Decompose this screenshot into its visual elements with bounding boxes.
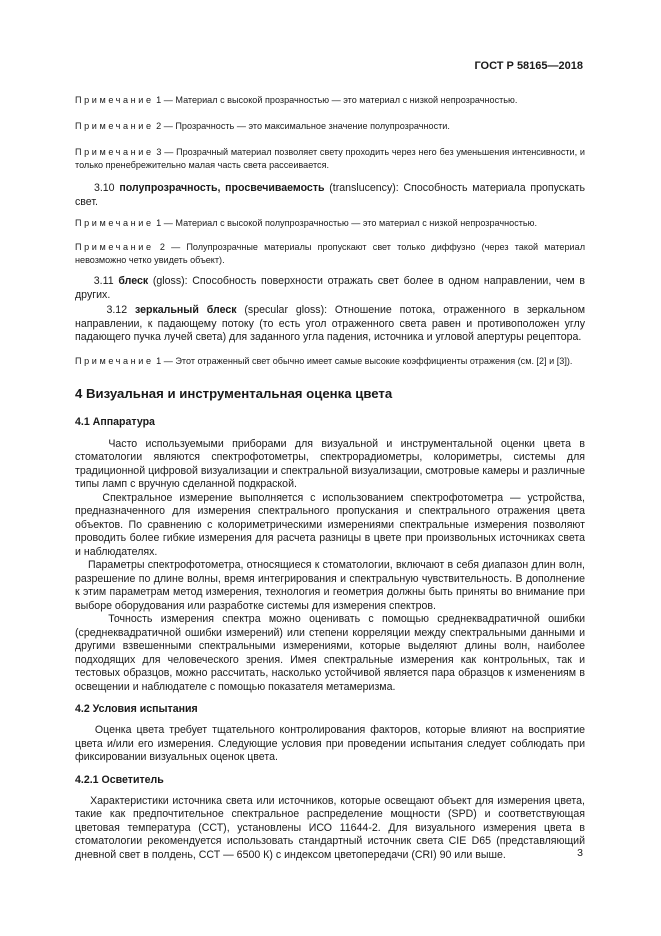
note-label: Примечание [75, 95, 154, 105]
note-label: Примечание [75, 242, 154, 252]
subsection-heading-4-2: 4.2 Условия испытания [75, 703, 198, 715]
subsection-heading-4-1: 4.1 Аппаратура [75, 415, 155, 428]
paragraph: Точность измерения спектра можно оценивать с помощью среднеквадратичной ошибки (среднеквадратичной ошибки измерений) или степени корреляции между спектральными данными и другими взвешенными спектральными измерениями, которые выделяют длины волн, наиболее подходящих для человеческого зрения. Имея спектральные измерения как контрольных, так и тестовых образцов, можно рассчитать, насколько устойчивой является пара образцов к изменениям в освещении и наблюдателе с помощью показателя метамеризма. [75, 613, 585, 693]
section-heading-4: 4 Визуальная и инструментальная оценка цвета [75, 385, 393, 401]
term-name: зеркальный блеск [134, 304, 237, 316]
note-2: Примечание 2 — Прозрачность — это максимальное значение полупрозрачности. [75, 121, 450, 131]
paragraph: Спектральное измерение выполняется с использованием спектрофотометра — устройства, предназначенного для измерения спектрального пропускания и спектрального отражения цвета объектов. По сравнению с колориметрическими измерениями спектральные измерения позволяют проводить более гибкие измерения для расчета разницы в цвете при произвольных источниках света и наблюдателях. [75, 491, 585, 558]
document-header: ГОСТ Р 58165—2018 [474, 60, 583, 72]
term-name: блеск [118, 275, 149, 287]
note-label: Примечание [75, 355, 154, 366]
paragraph: Параметры спектрофотометра, относящиеся к стоматологии, включают в себя диапазон длин волн, разрешение по длине волны, время интегрирования и спектральную чувствительность. В дополнение к этим параметрам метод измерения, технология и геометрия должны быть приняты во внимание при выборе оборудования или разработке системы для измерения спектров. [75, 559, 585, 612]
term-name: полупрозрачность, просвечиваемость [119, 182, 325, 194]
note-3: Примечание 3 — Прозрачный материал позволяет свету проходить через него без уменьшения интенсивности, и только пренебрежительно малая часть света рассеивается. [75, 147, 585, 170]
subsection-heading-4-2-1: 4.2.1 Осветитель [75, 773, 164, 786]
note-3-12-1: Примечание 1 — Этот отраженный свет обычно имеет самые высокие коэффициенты отражения (см. [2] и [3]). [75, 355, 573, 366]
paragraph: Часто используемыми приборами для визуальной и инструментальной оценки цвета в стоматологии являются спектрофотометры, спектрорадиометры, колориметры, системы для традиционной цифровой визуализации и спектральной визуализации, смотровые камеры и различные типы ламп с вручную сделанной подкраской. [75, 437, 585, 490]
page-number: 3 [577, 847, 583, 859]
note-3-10-1: Примечание 1 — Материал с высокой полупрозрачностью — это материал с низкой непрозрачностью. [75, 218, 538, 228]
paragraph: Оценка цвета требует тщательного контролирования факторов, которые влияют на восприятие цвета и/или его измерения. Следующие условия при проведении испытания следует соблюдать при фиксировании визуальных оценок цвета. [75, 724, 586, 763]
note-1: Примечание 1 — Материал с высокой прозрачностью — это материал с низкой непрозрачностью. [75, 95, 518, 105]
term-3-12: 3.12 зеркальный блеск (specular gloss): Отношение потока, отраженного в зеркальном направлении, к падающему потоку (то есть угол отраженного света равен и противоположен углу падающего пучка лучей света) для заданного угла падения, источника и угловой апертуры рецептора. [75, 304, 585, 343]
note-label: Примечание [75, 121, 154, 131]
term-3-11: 3.11 блеск (gloss): Способность поверхности отражать свет более в одном направлении, чем в других. [75, 275, 585, 301]
paragraph: Характеристики источника света или источников, которые освещают объект для измерения цвета, такие как предпочтительное спектральное распределение мощности (SPD) и соответствующая цветовая температура (ССТ), установлены ИСО 11644-2. Для визуального измерения цвета в стоматологии рекомендуется использовать стандартный источник света CIE D65 (представляющий дневной свет в полдень, ССТ — 6500 К) с индексом цветопередачи (CRI) 90 или выше. [75, 794, 585, 861]
note-label: Примечание [75, 218, 154, 228]
term-3-10: 3.10 полупрозрачность, просвечиваемость (translucency): Способность материала пропускать свет. [75, 182, 585, 208]
page-content [75, 90, 585, 862]
note-label: Примечание [75, 147, 154, 157]
note-3-10-2: Примечание 2 — Полупрозрачные материалы пропускают свет только диффузно (через такой материал невозможно четко увидеть объект). [75, 242, 585, 265]
